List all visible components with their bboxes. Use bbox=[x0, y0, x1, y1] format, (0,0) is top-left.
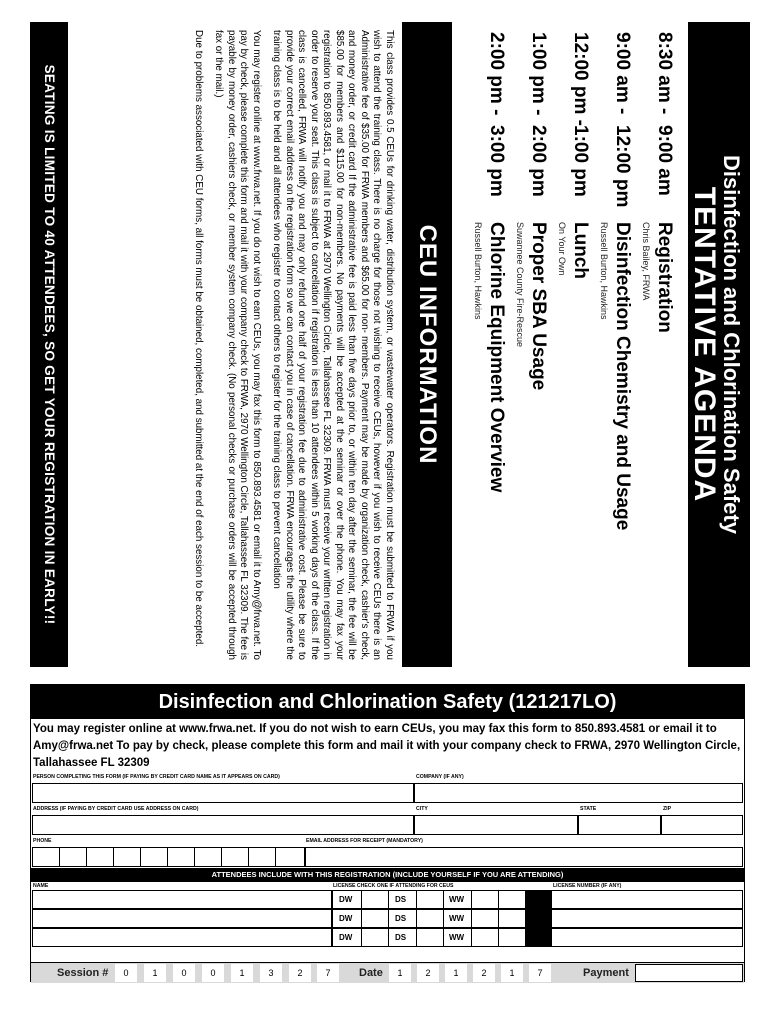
ceu-paragraph: This class provides 0.5 CEUs for drinking water, distribution system, or wastewater operators. Registration must be submitted to FRWA if you wish to attend the training class. There is no charge for those not wishing to receive CEUs, however if you wish to receive CEUs there is an Administrative fee of $35.00 for FRWA members and $65.00 for non- members. Payment may be made by organization check, cashier's check, and money order, or credit card If the administrative fee is paid less than five days prior to, or within ten day after the seminar, the fee will be $85.00 for members and $115.00 for non-members. No payments will be accepted at the seminar or over the phone. You may fax your registration to 850.893.4581, or mail it to FRWA at 2970 Wellington Circle, Tallahassee FL 32309. FRWA must receive your written registration in order to reserve your seat. This class is subject to cancellation if registration is less than 10 attendees within 5 working days of the class. If the class is cancelled, FRWA will notify you and may only refund one half of your registration fee due to administrative cost. Please be sure to provide your correct email address on the registration form so we can contact you in case of cancellation. FRWA encourages the utility where the training class is to be held and all attendees who register to contact others to register for the training class to prevent cancellation bbox=[271, 30, 395, 660]
ceu-title: CEU INFORMATION bbox=[402, 22, 452, 667]
start-time: 2:00 pm - bbox=[486, 32, 507, 116]
session-row bbox=[31, 962, 744, 983]
agenda-item bbox=[556, 32, 592, 657]
address-field[interactable] bbox=[32, 815, 414, 835]
attendee-name-field[interactable] bbox=[32, 890, 332, 909]
registration-form bbox=[30, 684, 745, 982]
rotated-content bbox=[30, 22, 750, 667]
license-ww-label: WW bbox=[449, 914, 465, 923]
session-digit: 3 bbox=[260, 964, 282, 982]
license-check-label: LICENSE CHECK ONE IF ATTENDING FOR CEUS bbox=[333, 883, 454, 889]
license-dw-label: DW bbox=[339, 933, 353, 942]
ceu-paragraph: You may register online at www.frwa.net. If you do not wish to earn CEUs, you may fax this form to 850.893.4581 or email it to Amy@frwa.net. To pay by check, please complete this form and mail it with your company check to FRWA, 2970 Wellington Circle, Tallahassee FL 32309. The fee is payable by money order, cashiers check, or member system company check. (No personal checks or purchase orders will be accepted through fax or the mail.) bbox=[213, 30, 262, 660]
agenda-section bbox=[30, 22, 750, 667]
course-title: Disinfection and Chlorination Safety bbox=[719, 155, 744, 534]
form-intro: You may register online at www.frwa.net. If you do not wish to earn CEUs, you may fax this form to 850.893.4581 or email it to Amy@frwa.net To pay by check, please complete this form and mail it with your company check to FRWA, 2970 Wellington Circle, Tallahassee FL 32309 bbox=[33, 723, 741, 769]
agenda-item bbox=[640, 32, 676, 657]
start-time: 1:00 pm - bbox=[528, 32, 549, 116]
date-digit: 1 bbox=[389, 964, 411, 982]
license-number-field[interactable] bbox=[551, 928, 743, 947]
license-number-label: LICENSE NUMBER (IF ANY) bbox=[553, 883, 622, 889]
state-field[interactable] bbox=[578, 815, 661, 835]
agenda-subtitle: TENTATIVE AGENDA bbox=[688, 186, 721, 503]
end-time: 9:00 am bbox=[654, 125, 675, 196]
topic: Lunch bbox=[570, 222, 591, 279]
ceu-paragraph: Due to problems associated with CEU forms, all forms must be obtained, completed, and submitted at the end of each session to be accepted. bbox=[193, 30, 204, 647]
speaker: Chris Bailey, FRWA bbox=[641, 222, 651, 301]
topic: Chlorine Equipment Overview bbox=[486, 222, 507, 493]
end-time: 3:00 pm bbox=[486, 125, 507, 197]
state-label: STATE bbox=[580, 806, 597, 812]
zip-label: ZIP bbox=[663, 806, 672, 812]
company-label: COMPANY (IF ANY) bbox=[416, 774, 464, 780]
speaker: On Your Own bbox=[557, 222, 567, 276]
topic: Registration bbox=[654, 222, 675, 333]
end-time: 2:00 pm bbox=[528, 125, 549, 197]
email-label: EMAIL ADDRESS FOR RECEIPT (MANDATORY) bbox=[306, 838, 423, 844]
license-ww-label: WW bbox=[449, 933, 465, 942]
license-ds-label: DS bbox=[395, 914, 407, 923]
session-digit: 2 bbox=[289, 964, 311, 982]
license-filler bbox=[525, 929, 551, 946]
city-field[interactable] bbox=[414, 815, 578, 835]
license-dw-label: DW bbox=[339, 895, 353, 904]
zip-field[interactable] bbox=[661, 815, 743, 835]
agenda-item bbox=[598, 32, 634, 657]
topic: Disinfection Chemistry and Usage bbox=[612, 222, 633, 531]
license-ds-label: DS bbox=[395, 933, 407, 942]
speaker: Russell Burton, Hawkins bbox=[473, 222, 483, 320]
date-digit: 2 bbox=[473, 964, 495, 982]
session-digit: 1 bbox=[231, 964, 253, 982]
agenda-item bbox=[514, 32, 550, 657]
phone-label: PHONE bbox=[33, 838, 52, 844]
start-time: 9:00 am - bbox=[612, 32, 633, 115]
agenda-list bbox=[466, 32, 676, 657]
attendee-name-field[interactable] bbox=[32, 928, 332, 947]
date-digit: 7 bbox=[529, 964, 551, 982]
attendee-name-field[interactable] bbox=[32, 909, 332, 928]
payment-label: Payment bbox=[583, 967, 629, 979]
license-filler bbox=[525, 891, 551, 908]
agenda-header bbox=[688, 22, 750, 667]
end-time: 12:00 pm bbox=[612, 125, 633, 208]
date-digit: 2 bbox=[417, 964, 439, 982]
session-digit: 0 bbox=[202, 964, 224, 982]
end-time: 1:00 pm bbox=[570, 125, 591, 197]
form-title: Disinfection and Chlorination Safety (121217LO) bbox=[31, 685, 744, 719]
agenda-item bbox=[472, 32, 508, 657]
start-time: 12:00 pm - bbox=[570, 32, 591, 126]
address-label: ADDRESS (IF PAYING BY CREDIT CARD USE ADDRESS ON CARD) bbox=[33, 806, 199, 812]
start-time: 8:30 am - bbox=[654, 32, 675, 115]
session-digit: 7 bbox=[317, 964, 339, 982]
license-ww-label: WW bbox=[449, 895, 465, 904]
date-label: Date bbox=[359, 967, 383, 979]
date-digit: 1 bbox=[445, 964, 467, 982]
ceu-body bbox=[184, 30, 396, 660]
person-label: PERSON COMPLETING THIS FORM (IF PAYING BY CREDIT CARD NAME AS IT APPEARS ON CARD) bbox=[33, 774, 280, 780]
attendees-bar: ATTENDEES INCLUDE WITH THIS REGISTRATION (INCLUDE YOURSELF IF YOU ARE ATTENDING) bbox=[31, 868, 744, 882]
payment-field[interactable] bbox=[635, 964, 743, 982]
seating-notice: SEATING IS LIMITED TO 40 ATTENDEES, SO GET YOUR REGISTRATION IN EARLY!! bbox=[30, 22, 68, 667]
person-field[interactable] bbox=[32, 783, 414, 803]
topic: Proper SBA Usage bbox=[528, 222, 549, 391]
session-label: Session # bbox=[57, 967, 109, 979]
date-digit: 1 bbox=[501, 964, 523, 982]
email-field[interactable] bbox=[305, 847, 743, 867]
session-digit: 0 bbox=[115, 964, 137, 982]
session-digit: 1 bbox=[144, 964, 166, 982]
license-check-group bbox=[332, 909, 551, 928]
phone-field[interactable] bbox=[32, 847, 305, 867]
license-check-group bbox=[332, 890, 551, 909]
license-filler bbox=[525, 910, 551, 927]
speaker: Suwannee County Fire-Rescue bbox=[515, 222, 525, 348]
name-label: NAME bbox=[33, 883, 49, 889]
speaker: Russell Burton, Hawkins bbox=[599, 222, 609, 320]
city-label: CITY bbox=[416, 806, 428, 812]
license-dw-label: DW bbox=[339, 914, 353, 923]
license-number-field[interactable] bbox=[551, 890, 743, 909]
license-number-field[interactable] bbox=[551, 909, 743, 928]
license-ds-label: DS bbox=[395, 895, 407, 904]
license-check-group bbox=[332, 928, 551, 947]
company-field[interactable] bbox=[414, 783, 743, 803]
session-digit: 0 bbox=[173, 964, 195, 982]
